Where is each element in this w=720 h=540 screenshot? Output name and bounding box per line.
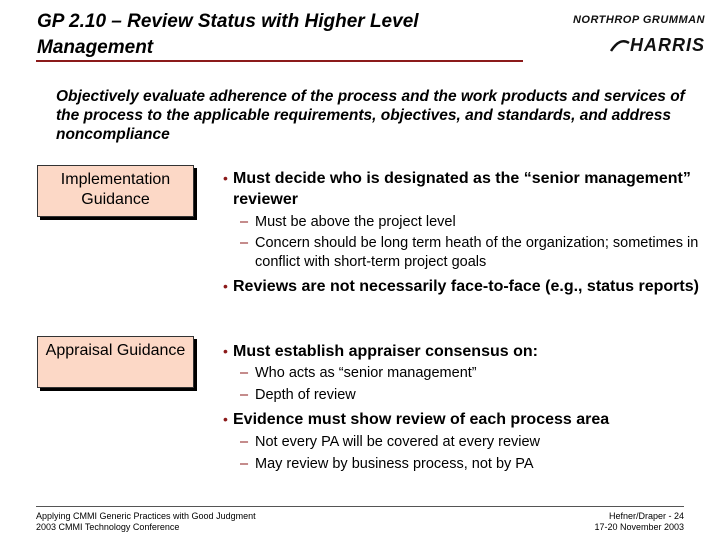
implementation-guidance-box: Implementation Guidance <box>37 165 194 217</box>
footer-left <box>36 511 256 533</box>
footer-conference: 2003 CMMI Technology Conference <box>36 522 180 532</box>
dash-icon: – <box>240 387 249 403</box>
bullet-text: Must decide who is designated as the “senior management” reviewer <box>233 170 691 208</box>
bullet-text: Evidence must show review of each process area <box>233 411 610 428</box>
implementation-bullet-1 <box>223 168 703 210</box>
dash-icon: – <box>240 214 249 230</box>
bullet-dot-icon: • <box>223 411 228 427</box>
bullet-text: Reviews are not necessarily face-to-face (e.g., status reports) <box>233 278 699 295</box>
bullet-dot-icon: • <box>223 278 228 294</box>
slide-title: GP 2.10 – Review Status with Higher Level Management <box>37 11 419 58</box>
appraisal-sub-4 <box>240 455 705 474</box>
dash-icon: – <box>240 235 249 251</box>
harris-logo-text: HARRIS <box>629 35 705 55</box>
sub-text: Who acts as “senior management” <box>255 365 477 381</box>
dash-icon: – <box>240 434 249 450</box>
appraisal-sub-1 <box>240 364 705 383</box>
implementation-sub-2 <box>240 234 705 272</box>
footer-date: 17-20 November 2003 <box>594 522 684 532</box>
sub-text: Must be above the project level <box>255 214 456 230</box>
footer-presentation-title: Applying CMMI Generic Practices with Good Judgment <box>36 511 256 521</box>
sub-text: Not every PA will be covered at every review <box>255 434 541 450</box>
bullet-dot-icon: • <box>223 343 228 359</box>
footer-divider <box>36 506 684 507</box>
dash-icon: – <box>240 365 249 381</box>
implementation-sub-1 <box>240 213 705 232</box>
implementation-bullet-2 <box>223 276 703 297</box>
objective-statement: Objectively evaluate adherence of the process and the work products and services of the process to the applicable requirements, objectives, and standards, and address noncompliance <box>56 88 685 143</box>
footer-right <box>594 511 684 533</box>
sub-text: May review by business process, not by PA <box>255 456 534 472</box>
appraisal-sub-2 <box>240 386 705 405</box>
footer-page-number: Hefner/Draper - 24 <box>608 511 684 521</box>
appraisal-bullet-2 <box>223 409 703 430</box>
northrop-grumman-logo: NORTHROP GRUMMAN <box>572 14 705 26</box>
dash-icon: – <box>240 456 249 472</box>
harris-logo <box>590 35 705 56</box>
title-underline <box>36 60 523 62</box>
appraisal-sub-3 <box>240 433 705 452</box>
sub-text: Depth of review <box>255 387 356 403</box>
sub-text: Concern should be long term heath of the organization; sometimes in conflict with short-term project goals <box>255 235 699 270</box>
appraisal-bullet-1 <box>223 341 703 362</box>
appraisal-guidance-box: Appraisal Guidance <box>37 336 194 388</box>
harris-swoosh-icon <box>610 39 630 53</box>
bullet-dot-icon: • <box>223 170 228 186</box>
bullet-text: Must establish appraiser consensus on: <box>233 343 538 360</box>
